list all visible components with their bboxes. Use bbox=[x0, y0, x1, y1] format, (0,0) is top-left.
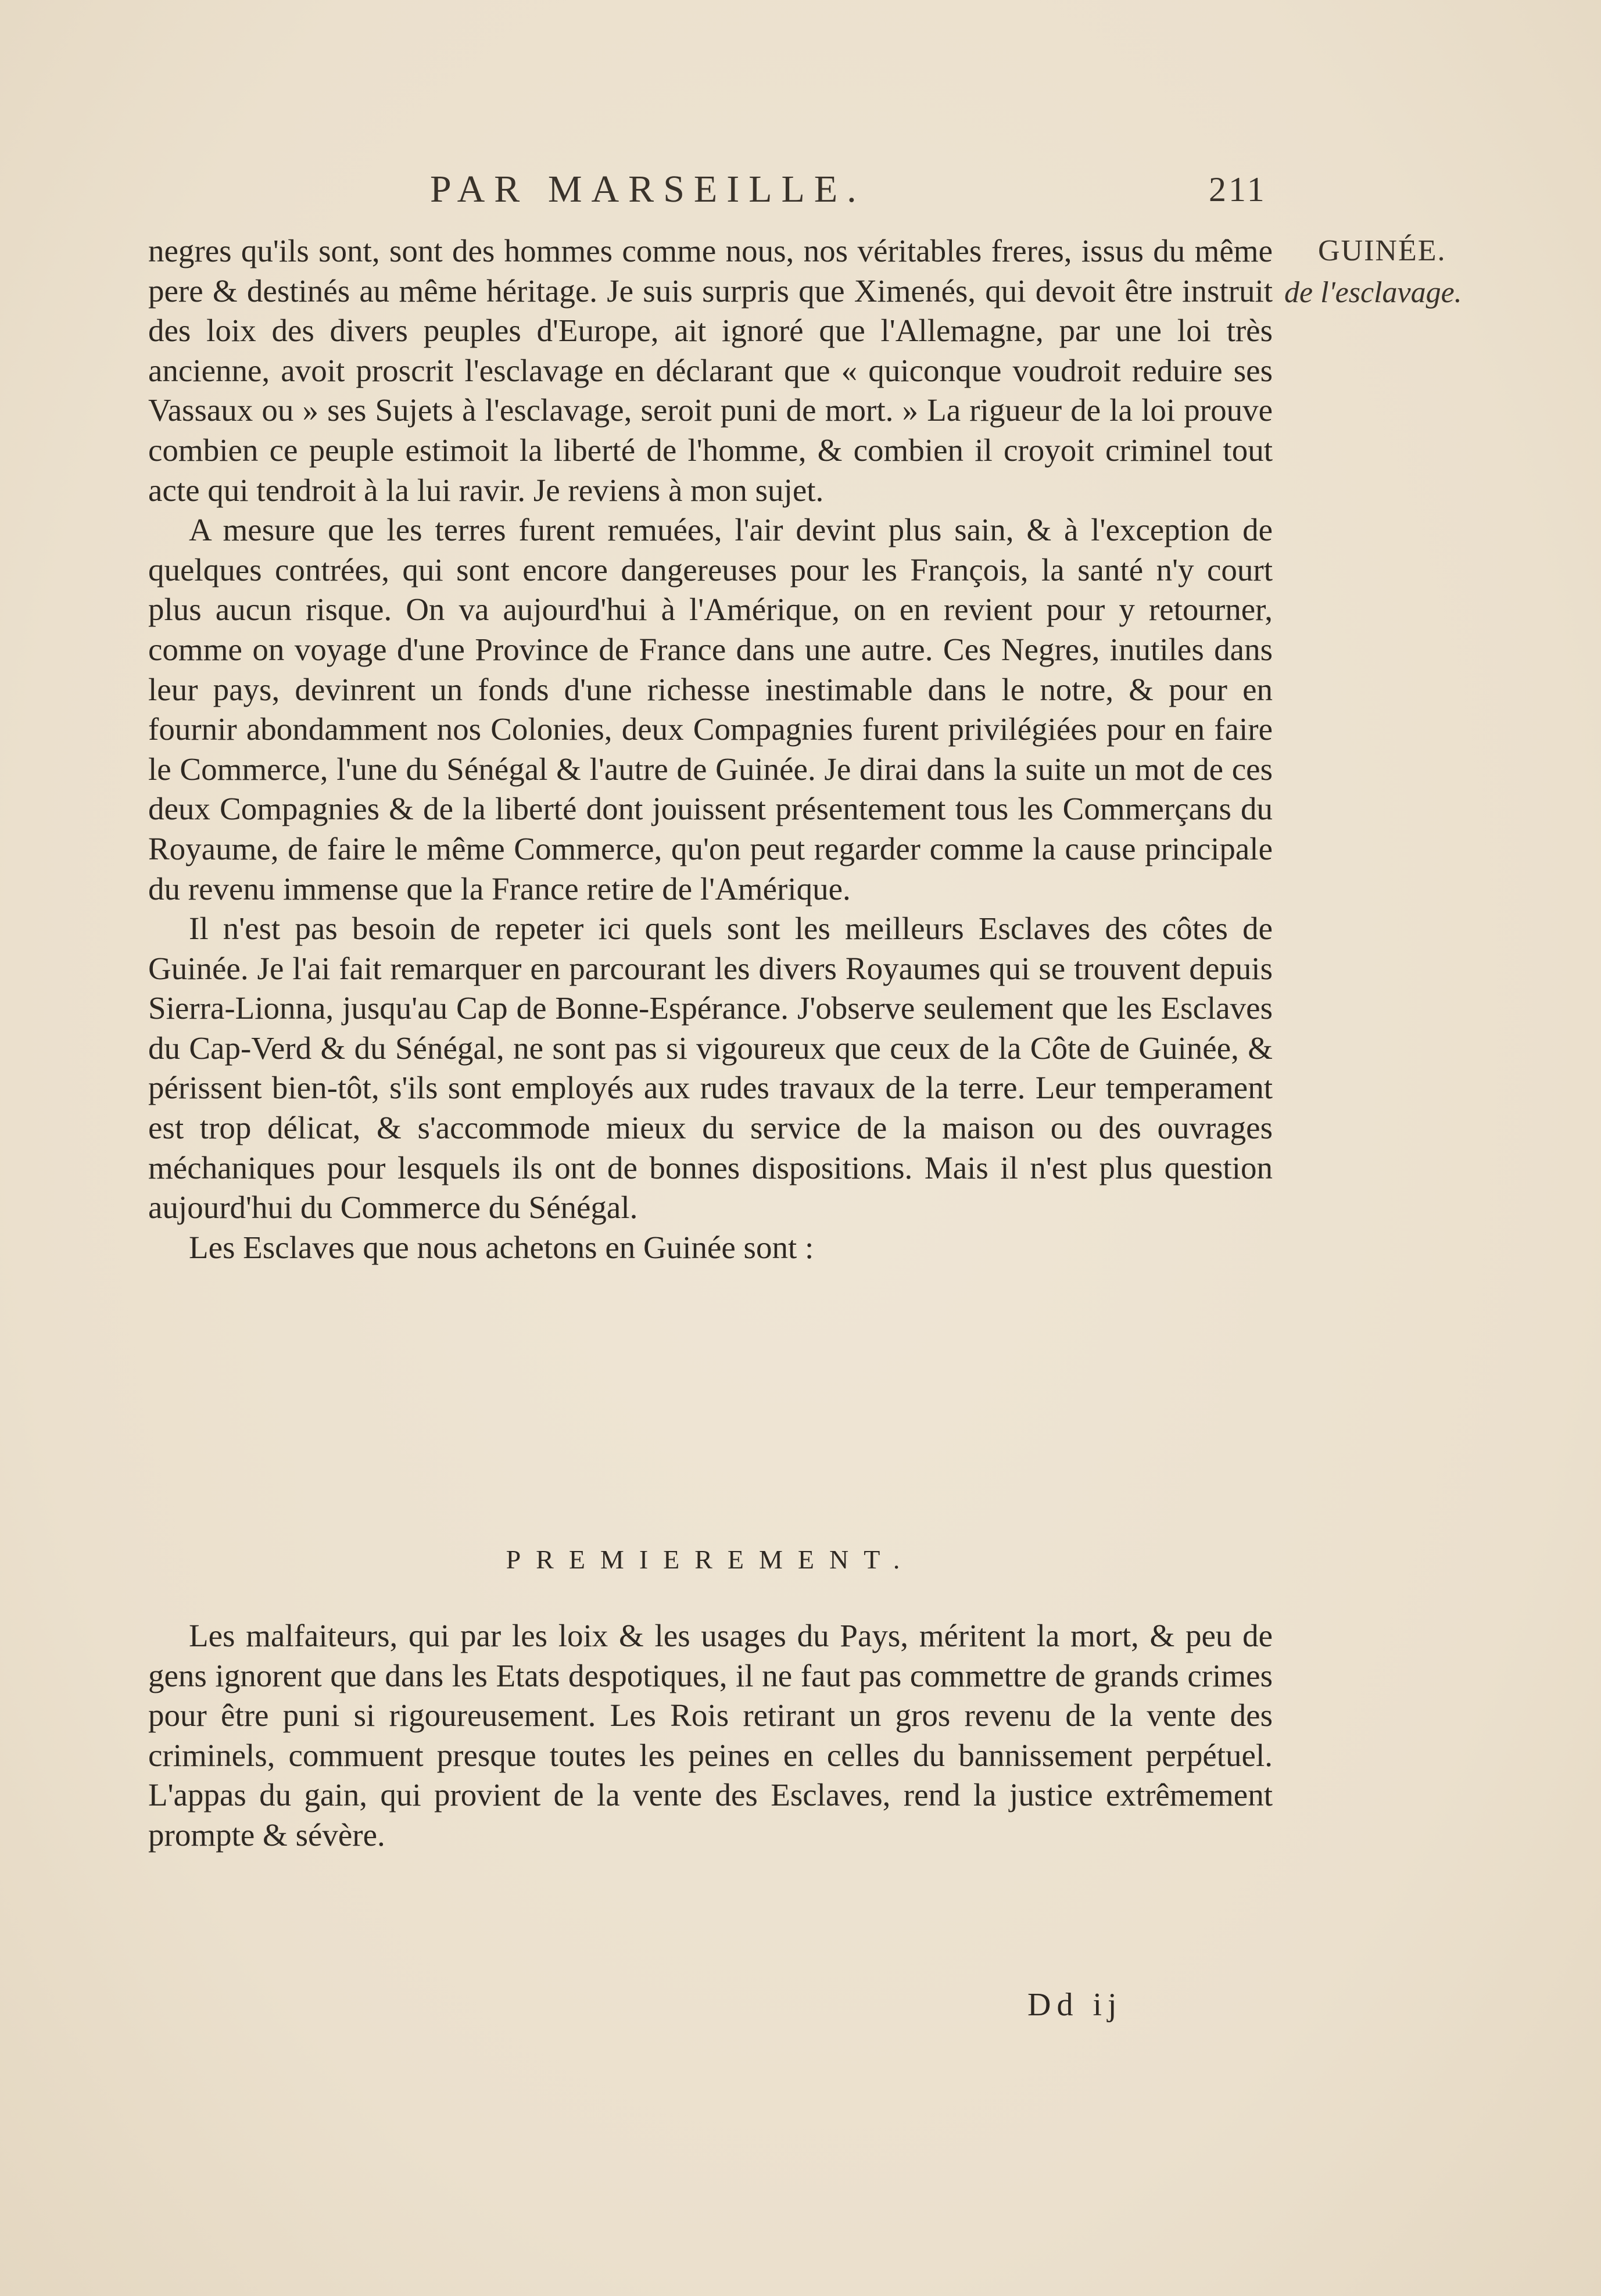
section-heading: PREMIEREMENT. bbox=[506, 1545, 915, 1574]
paragraph-slaves-origin: Il n'est pas besoin de repeter ici quels sont les meilleurs Esclaves des côtes de Guinée. Je l'ai fait remarquer en parcourant les divers Royaumes qui se trouvent depuis Sierra-Lionna, jusqu'au Cap de Bonne-Espérance. J'observe seulement que les Esclaves du Cap-Verd & du Sénégal, ne sont pas si vigoureux que ceux de la Côte de Guinée, & périssent bien-tôt, s'ils sont employés aux rudes travaux de la terre. Leur temperament est trop délicat, & s'accommode mieux du service de la maison ou des ouvrages méchaniques pour lesquels ils ont de bonnes dispositions. Mais il n'est plus question aujourd'hui du Commerce du Sénégal. bbox=[148, 911, 1273, 1226]
paragraph-continuation: negres qu'ils sont, sont des hommes comme nous, nos véritables freres, issus du même pere & destinés au même héritage. Je suis surpris que Ximenés, qui devoit être instruit des loix des divers peuples d'Europe, ait ignoré que l'Allemagne, par une loi très ancienne, avoit proscrit l'esclavage en déclarant que « quiconque voudroit reduire ses Vassaux ou » ses Sujets à l'esclavage, seroit puni de mort. » La rigueur de la loi prouve combien ce peuple estimoit la liberté de l'homme, & combien il croyoit criminel tout acte qui tendroit à la lui ravir. Je reviens à mon sujet. bbox=[148, 233, 1273, 508]
margin-note-region: GUINÉE. bbox=[1318, 234, 1446, 267]
paragraph-intro-list: Les Esclaves que nous achetons en Guinée sont : bbox=[189, 1229, 814, 1265]
running-head: PAR MARSEILLE. bbox=[430, 168, 866, 210]
margin-note-topic: de l'esclavage. bbox=[1284, 276, 1462, 309]
main-text-lower bbox=[148, 1616, 1273, 1856]
paragraph-malfaiteurs: Les malfaiteurs, qui par les loix & les usages du Pays, méritent la mort, & peu de gens ignorent que dans les Etats despotiques, il ne faut pas commettre de grands crimes pour être puni si rigoureusement. Les Rois retirant un gros revenu de la vente des criminels, commuent presque toutes les peines en celles du bannissement perpétuel. L'appas du gain, qui provient de la vente des Esclaves, rend la justice extrêmement prompte & sévère. bbox=[148, 1618, 1273, 1853]
page-number: 211 bbox=[1209, 170, 1267, 209]
main-text-upper bbox=[148, 231, 1273, 1267]
paragraph-colonies: A mesure que les terres furent remuées, l'air devint plus sain, & à l'exception de quelques contrées, qui sont encore dangereuses pour les François, la santé n'y court plus aucun risque. On va aujourd'hui à l'Amérique, on en revient pour y retourner, comme on voyage d'une Province de France dans une autre. Ces Negres, inutiles dans leur pays, devinrent un fonds d'une richesse inestimable dans le notre, & pour en fournir abondamment nos Colonies, deux Compagnies furent privilégiées pour en faire le Commerce, l'une du Sénégal & l'autre de Guinée. Je dirai dans la suite un mot de ces deux Compagnies & de la liberté dont jouissent présentement tous les Commerçans du Royaume, de faire le même Commerce, qu'on peut regarder comme la cause principale du revenu immense que la France retire de l'Amérique. bbox=[148, 512, 1273, 907]
signature-mark: Dd ij bbox=[1027, 1987, 1123, 2023]
